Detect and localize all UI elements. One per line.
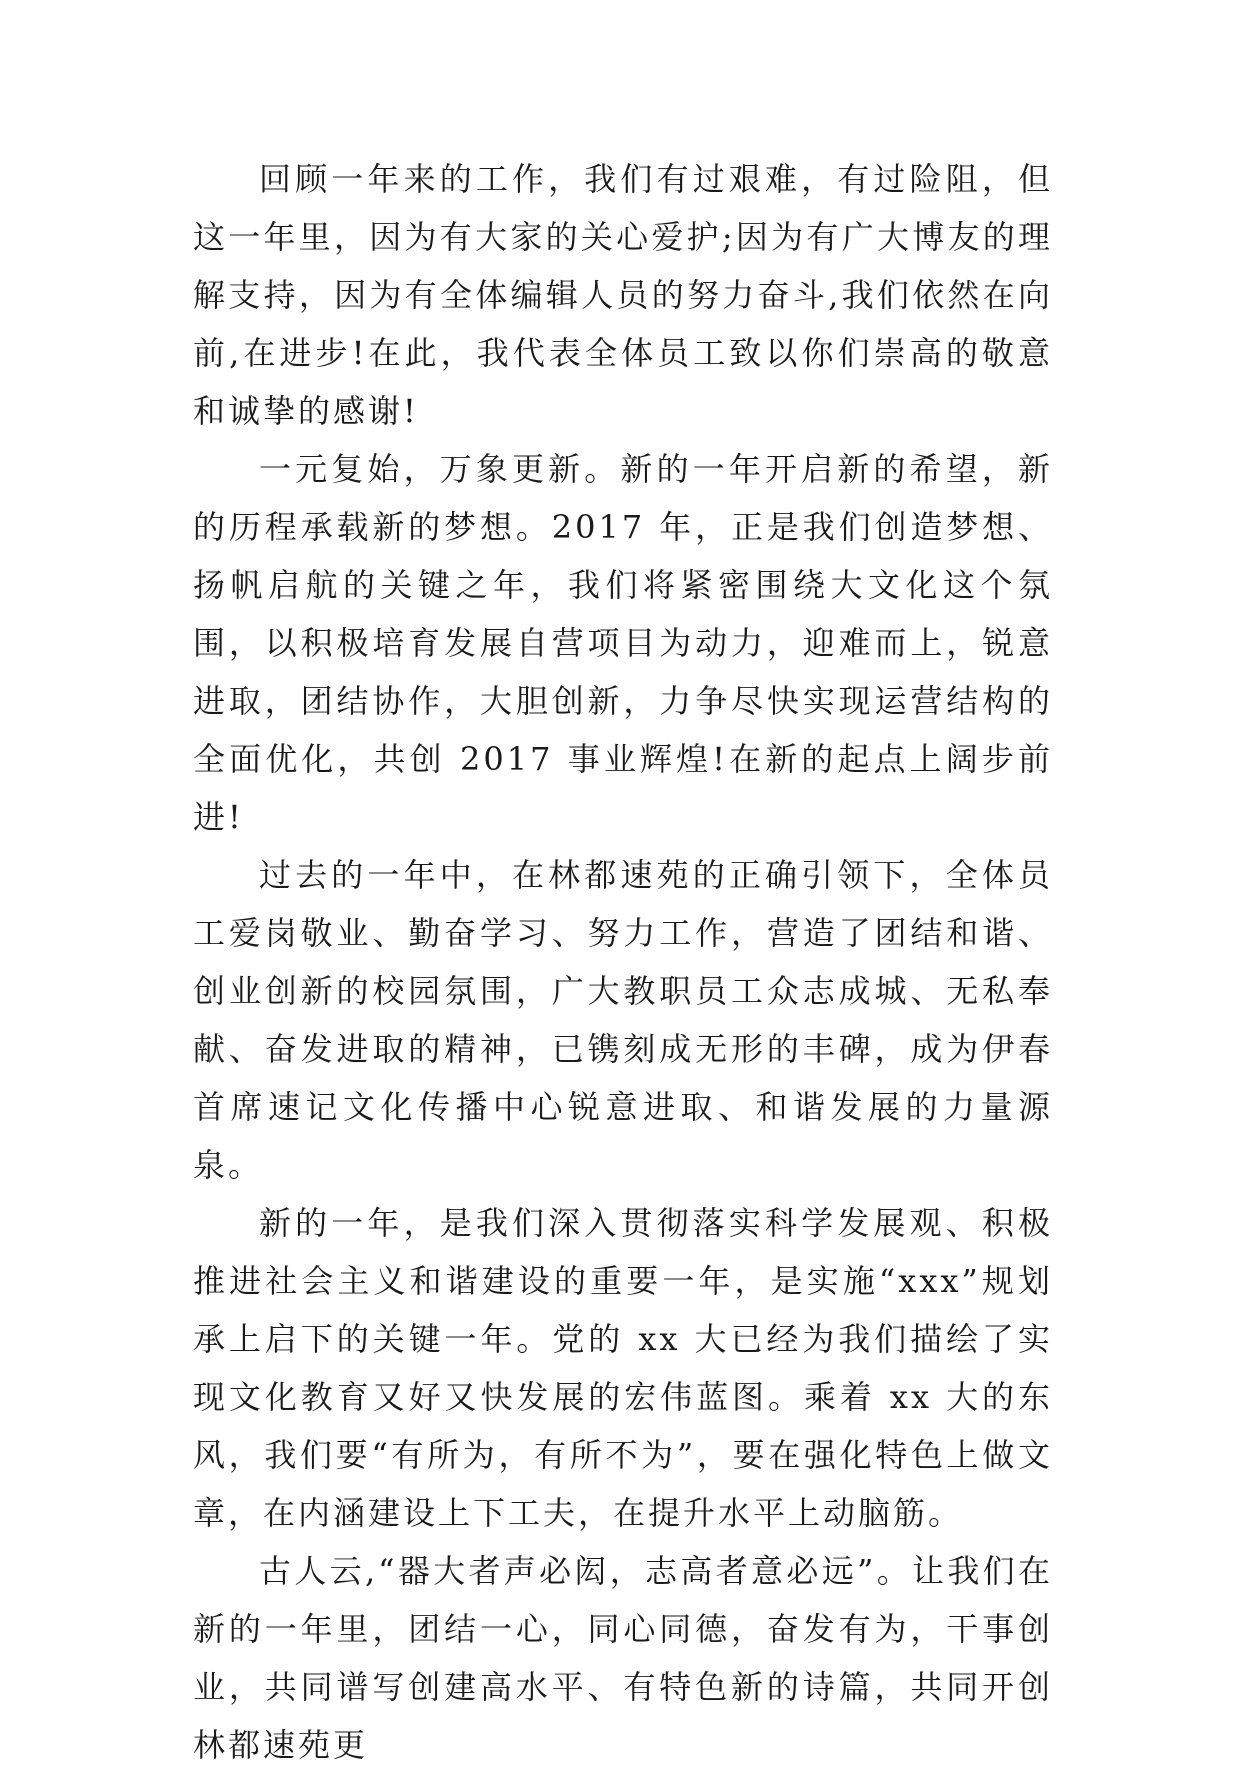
document-body xyxy=(193,150,1053,1774)
paragraph-review: 回顾一年来的工作，我们有过艰难，有过险阻，但这一年里，因为有大家的关心爱护;因为有广大博友的理解支持，因为有全体编辑人员的努力奋斗,我们依然在向前,在进步!在此，我代表全体员工致以你们崇高的敬意和诚挚的感谢! xyxy=(193,160,1053,430)
paragraph-past-year: 过去的一年中，在林都速苑的正确引领下，全体员工爱岗敬业、勤奋学习、努力工作，营造了团结和谐、创业创新的校园氛围，广大教职员工众志成城、无私奉献、奋发进取的精神，已镌刻成无形的丰碑，成为伊春首席速记文化传播中心锐意进取、和谐发展的力量源泉。 xyxy=(193,856,1053,1184)
paragraph-closing: 古人云,“器大者声必闳，志高者意必远”。让我们在新的一年里，团结一心，同心同德，奋发有为，干事创业，共同谱写创建高水平、有特色新的诗篇，共同开创林都速苑更 xyxy=(193,1552,1053,1764)
paragraph-plan: 新的一年，是我们深入贯彻落实科学发展观、积极推进社会主义和谐建设的重要一年，是实施“xxx”规划承上启下的关键一年。党的 xx 大已经为我们描绘了实现文化教育又好又快发展的宏伟蓝图。乘着 xx 大的东风，我们要“有所为，有所不为”，要在强化特色上做文章，在内涵建设上下工夫，在提升水平上动脑筋。 xyxy=(193,1204,1053,1532)
paragraph-new-year: 一元复始，万象更新。新的一年开启新的希望，新的历程承载新的梦想。2017 年，正是我们创造梦想、扬帆启航的关键之年，我们将紧密围绕大文化这个氛围，以积极培育发展自营项目为动力，迎难而上，锐意进取，团结协作，大胆创新，力争尽快实现运营结构的全面优化，共创 2017 事业辉煌!在新的起点上阔步前进! xyxy=(193,450,1053,836)
